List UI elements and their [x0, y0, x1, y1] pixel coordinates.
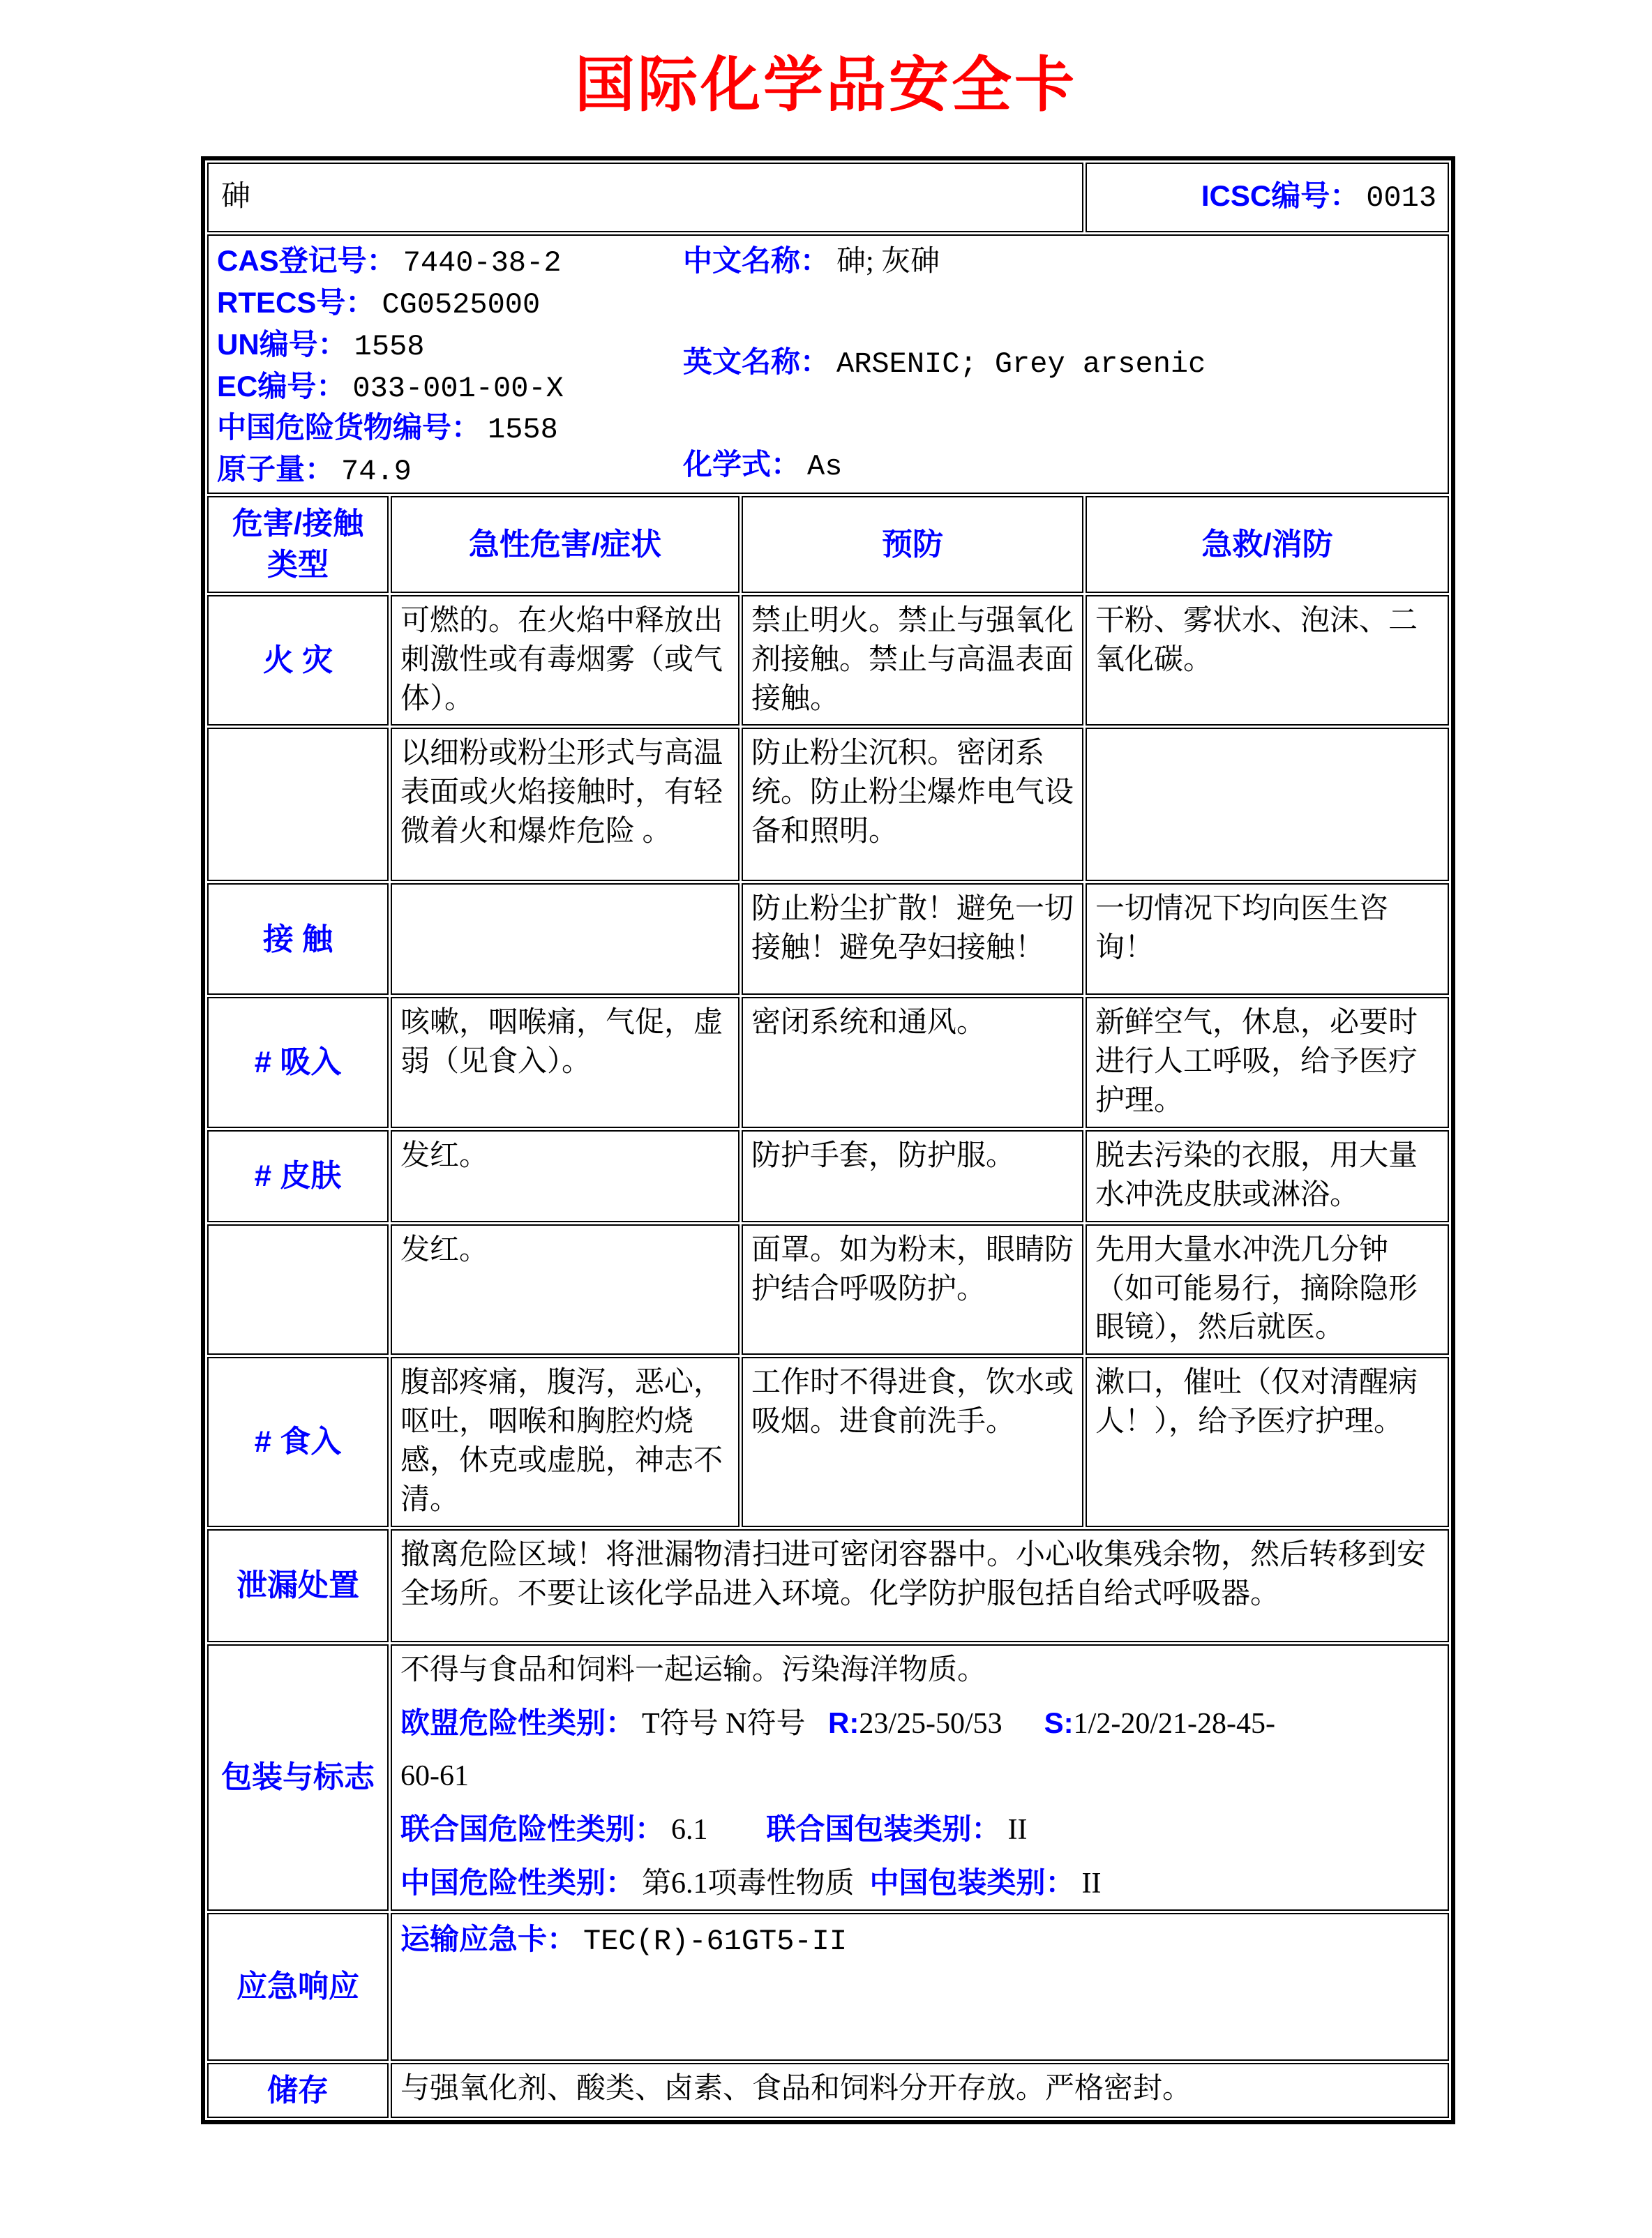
s-phrase-label: S: — [1044, 1706, 1074, 1739]
eu-hazard-class-value: T符号 N符号 — [642, 1707, 806, 1740]
formula-label: 化学式： — [683, 448, 801, 481]
row-label-skin: # 皮肤 — [207, 1130, 389, 1222]
prevention-cell: 防护手套，防护服。 — [742, 1130, 1083, 1222]
row-label-packaging: 包装与标志 — [207, 1644, 389, 1911]
row-label-ingestion: # 食入 — [207, 1357, 389, 1526]
chinese-name-label: 中文名称： — [683, 244, 830, 277]
row-label-explosion — [207, 728, 389, 881]
english-name-line — [683, 343, 1439, 384]
symptom-cell: 咳嗽，咽喉痛，气促，虚弱（见食入）。 — [391, 997, 739, 1128]
symptom-cell: 可燃的。在火焰中释放出刺激性或有毒烟雾（或气体）。 — [391, 595, 739, 726]
hazard-row-exposure — [207, 883, 1449, 995]
ec-value: 033-001-00-X — [352, 371, 564, 405]
cn-class-line — [400, 1863, 1439, 1904]
icsc-number: 0013 — [1366, 181, 1437, 216]
first-aid-cell — [1086, 728, 1449, 881]
english-name-label: 英文名称： — [683, 345, 830, 379]
english-name-value: ARSENIC; Grey arsenic — [836, 347, 1206, 382]
un-hazard-class-value: 6.1 — [671, 1813, 708, 1846]
rtecs-label: RTECS号： — [217, 285, 375, 319]
hazard-row-explosion — [207, 728, 1449, 881]
row-label-storage: 储存 — [207, 2063, 389, 2118]
eu-hazard-class-line — [400, 1704, 1439, 1744]
row-label-inhalation: # 吸入 — [207, 997, 389, 1128]
un-class-line — [400, 1810, 1439, 1850]
header-hazard-type: 危害/接触 类型 — [207, 496, 389, 593]
hazard-row-fire — [207, 595, 1449, 726]
r-phrase-value: 23/25-50/53 — [859, 1707, 1003, 1740]
spill-text-cell: 撤离危险区域！将泄漏物清扫进可密闭容器中。小心收集残余物，然后转移到安全场所。不要让该化学品进入环境。化学防护服包括自给式呼吸器。 — [391, 1529, 1449, 1642]
cas-value: 7440-38-2 — [403, 246, 562, 280]
atomic-mass-line — [217, 450, 677, 492]
formula-line — [683, 445, 1439, 487]
header-acute-symptoms: 急性危害/症状 — [391, 496, 739, 593]
emergency-row — [207, 1913, 1449, 2061]
identification-left-column — [217, 241, 677, 487]
cn-dg-label: 中国危险货物编号： — [217, 411, 481, 444]
first-aid-cell: 漱口，催吐（仅对清醒病人！），给予医疗护理。 — [1086, 1357, 1449, 1526]
rtecs-line — [217, 283, 677, 325]
symptom-cell: 腹部疼痛，腹泻，恶心，呕吐，咽喉和胸腔灼烧感，休克或虚脱，神志不清。 — [391, 1357, 739, 1526]
cn-pack-group-value: II — [1081, 1867, 1102, 1900]
prevention-cell: 禁止明火。禁止与强氧化剂接触。禁止与高温表面接触。 — [742, 595, 1083, 726]
row-label-spill: 泄漏处置 — [207, 1529, 389, 1642]
spill-row — [207, 1529, 1449, 1642]
rtecs-value: CG0525000 — [382, 287, 541, 322]
un-line — [217, 325, 677, 367]
first-aid-cell: 新鲜空气，休息，必要时进行人工呼吸，给予医疗护理。 — [1086, 997, 1449, 1128]
prevention-cell: 面罩。如为粉末，眼睛防护结合呼吸防护。 — [742, 1224, 1083, 1355]
symptom-cell: 发红。 — [391, 1224, 739, 1355]
page-title: 国际化学品安全卡 — [575, 52, 1077, 119]
cn-pack-group-label: 中国包装类别： — [869, 1865, 1075, 1899]
emergency-text-cell — [391, 1913, 1449, 2061]
symptom-cell: 以细粉或粉尘形式与高温表面或火焰接触时，有轻微着火和爆炸危险 。 — [391, 728, 739, 881]
icsc-card-table — [201, 156, 1455, 2124]
prevention-cell: 防止粉尘扩散！避免一切接触！避免孕妇接触！ — [742, 883, 1083, 995]
cas-label: CAS登记号： — [217, 244, 396, 277]
packaging-text-cell — [391, 1644, 1449, 1911]
row-label-fire: 火 灾 — [207, 595, 389, 726]
formula-value: As — [807, 450, 843, 484]
transport-emergency-card-value: TEC(R)-61GT5-II — [583, 1924, 848, 1958]
cn-dg-value: 1558 — [488, 413, 558, 447]
un-hazard-class-label: 联合国危险性类别： — [400, 1812, 665, 1845]
title-row — [207, 163, 1449, 232]
hazard-row-ingestion — [207, 1357, 1449, 1526]
atomic-mass-label: 原子量： — [217, 453, 335, 486]
packaging-transport-note: 不得与食品和饲料一起运输。污染海洋物质。 — [400, 1653, 987, 1686]
s-phrase-value: 1/2-20/21-28-45- — [1073, 1707, 1275, 1740]
chinese-name-value: 砷; 灰砷 — [836, 246, 940, 278]
first-aid-cell: 一切情况下均向医生咨询！ — [1086, 883, 1449, 995]
hazard-row-inhalation — [207, 997, 1449, 1128]
cas-line — [217, 241, 677, 283]
hazard-header-row — [207, 496, 1449, 593]
row-label-exposure: 接 触 — [207, 883, 389, 995]
first-aid-cell: 脱去污染的衣服，用大量水冲洗皮肤或淋浴。 — [1086, 1130, 1449, 1222]
header-prevention: 预防 — [742, 496, 1083, 593]
substance-name: 砷 — [207, 163, 1083, 232]
storage-row — [207, 2063, 1449, 2118]
un-label: UN编号： — [217, 327, 347, 361]
prevention-cell: 防止粉尘沉积。密闭系统。防止粉尘爆炸电气设备和照明。 — [742, 728, 1083, 881]
header-first-aid: 急救/消防 — [1086, 496, 1449, 593]
prevention-cell: 工作时不得进食，饮水或吸烟。进食前洗手。 — [742, 1357, 1083, 1526]
symptom-cell: 发红。 — [391, 1130, 739, 1222]
icsc-number-cell — [1086, 163, 1449, 232]
un-pack-group-label: 联合国包装类别： — [766, 1812, 1001, 1845]
prevention-cell: 密闭系统和通风。 — [742, 997, 1083, 1128]
identification-right-column — [683, 241, 1439, 487]
symptom-cell — [391, 883, 739, 995]
ec-line — [217, 367, 677, 409]
storage-text-cell: 与强氧化剂、酸类、卤素、食品和饲料分开存放。严格密封。 — [391, 2063, 1449, 2118]
atomic-mass-value: 74.9 — [341, 455, 412, 489]
first-aid-cell: 干粉、雾状水、泡沫、二氧化碳。 — [1086, 595, 1449, 726]
row-label-emergency: 应急响应 — [207, 1913, 389, 2061]
hazard-row-skin — [207, 1130, 1449, 1222]
packaging-row — [207, 1644, 1449, 1911]
cn-hazard-class-value: 第6.1项毒性物质 — [642, 1867, 855, 1900]
first-aid-cell: 先用大量水冲洗几分钟（如可能易行，摘除隐形眼镜），然后就医。 — [1086, 1224, 1449, 1355]
transport-emergency-card-label: 运输应急卡： — [400, 1922, 577, 1955]
un-value: 1558 — [354, 329, 425, 363]
r-phrase-label: R: — [828, 1706, 859, 1739]
icsc-label: ICSC编号： — [1201, 179, 1360, 213]
ec-label: EC编号： — [217, 369, 346, 403]
identification-row — [207, 234, 1449, 494]
s-phrase-wrap-line: 60-61 — [400, 1759, 469, 1792]
eu-hazard-class-label: 欧盟危险性类别： — [400, 1706, 636, 1739]
chinese-name-line — [683, 241, 1439, 282]
cn-dg-line — [217, 408, 677, 450]
cn-hazard-class-label: 中国危险性类别： — [400, 1865, 636, 1899]
row-label-eyes — [207, 1224, 389, 1355]
hazard-row-eyes — [207, 1224, 1449, 1355]
identification-cell — [207, 234, 1449, 494]
un-pack-group-value: II — [1007, 1813, 1028, 1846]
